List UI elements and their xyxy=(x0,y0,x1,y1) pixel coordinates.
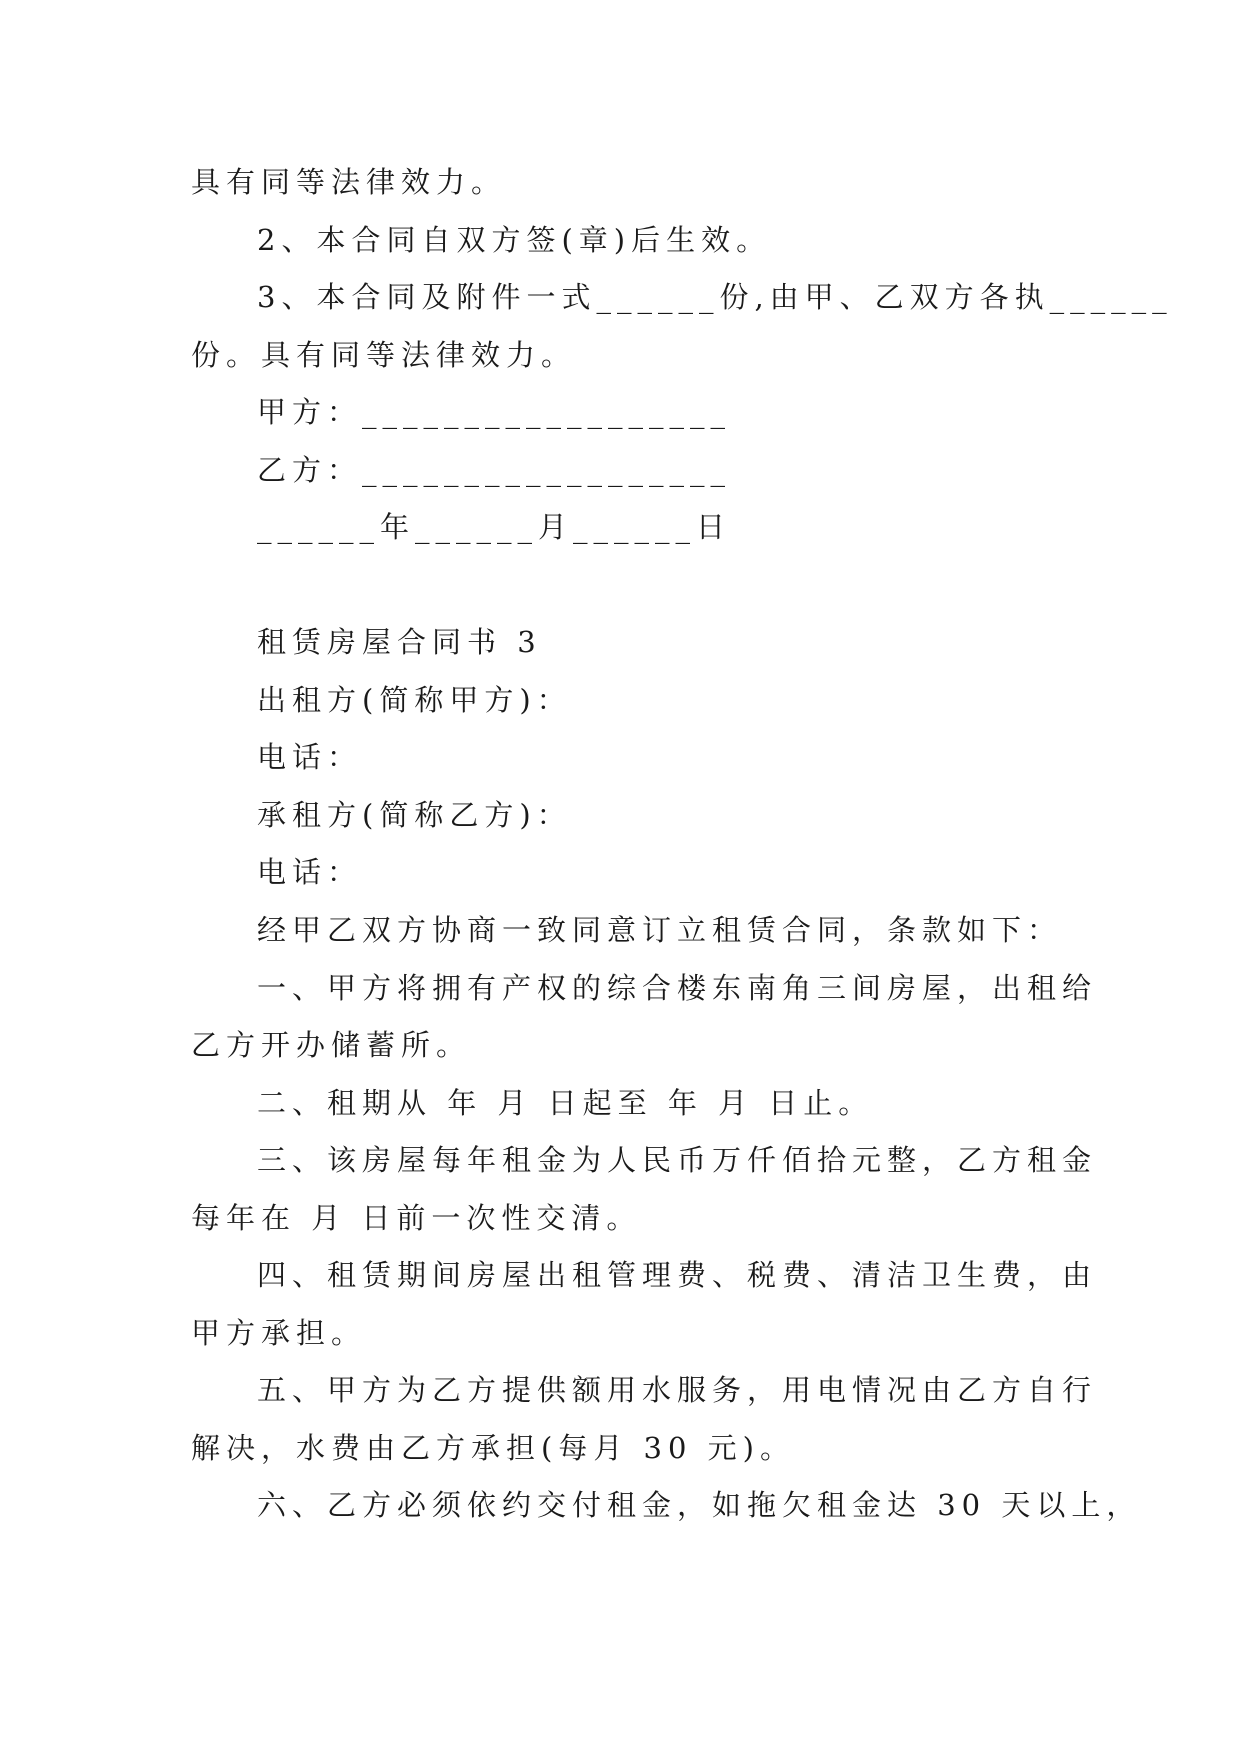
party-a-signature-line: 甲方：__________________ xyxy=(257,395,732,429)
lessor-label: 出租方(简称甲方)： xyxy=(257,683,572,717)
date-line: ______年______月______日 xyxy=(257,510,732,544)
clause-line: 二、租期从 年 月 日起至 年 月 日止。 xyxy=(257,1086,874,1120)
lessee-phone-label: 电话： xyxy=(257,855,363,889)
clause-line: 每年在 月 日前一次性交清。 xyxy=(191,1201,642,1235)
party-b-signature-line: 乙方：__________________ xyxy=(257,453,732,487)
clause-line: 乙方开办储蓄所。 xyxy=(191,1028,472,1062)
clause-line: 一、甲方将拥有产权的综合楼东南角三间房屋，出租给 xyxy=(257,971,1098,1005)
clause-line: 六、乙方必须依约交付租金，如拖欠租金达 30 天以上， xyxy=(257,1488,1142,1522)
paragraph-line: 经甲乙双方协商一致同意订立租赁合同，条款如下： xyxy=(257,913,1063,947)
paragraph-line: 具有同等法律效力。 xyxy=(191,165,507,199)
lessor-phone-label: 电话： xyxy=(257,740,363,774)
clause-line: 四、租赁期间房屋出租管理费、税费、清洁卫生费，由 xyxy=(257,1258,1098,1292)
paragraph-line: 2、本合同自双方签(章)后生效。 xyxy=(257,223,772,257)
clause-line: 五、甲方为乙方提供额用水服务，用电情况由乙方自行 xyxy=(257,1373,1098,1407)
clause-line: 三、该房屋每年租金为人民币万仟佰拾元整，乙方租金 xyxy=(257,1143,1098,1177)
lessee-label: 承租方(简称乙方)： xyxy=(257,798,572,832)
section-title: 租赁房屋合同书 3 xyxy=(257,625,542,659)
paragraph-line: 3、本合同及附件一式______份,由甲、乙双方各执______ xyxy=(257,280,1173,314)
clause-line: 甲方承担。 xyxy=(191,1316,367,1350)
paragraph-line: 份。具有同等法律效力。 xyxy=(191,338,577,372)
clause-line: 解决，水费由乙方承担(每月 30 元)。 xyxy=(191,1431,795,1465)
